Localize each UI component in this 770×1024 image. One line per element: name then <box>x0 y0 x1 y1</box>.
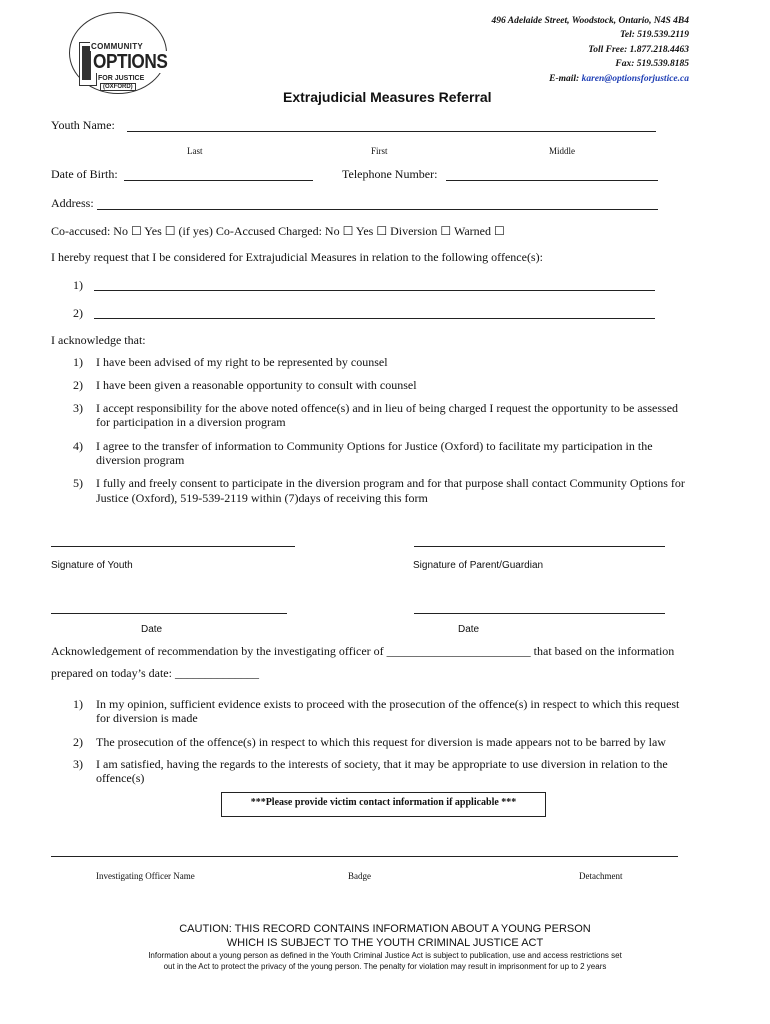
officer-item-number: 2) <box>73 735 83 749</box>
contact-toll-free: Toll Free: 1.877.218.4463 <box>588 44 689 55</box>
ack-item-text: I agree to the transfer of information to Community Options for Justice (Oxford) to facilitate my participation in the <box>96 439 653 453</box>
contact-address: 496 Adelaide Street, Woodstock, Ontario, N4S 4B4 <box>491 16 689 26</box>
youth-name-label: Youth Name: <box>51 118 115 132</box>
dob-field[interactable] <box>124 180 313 181</box>
youth-name-field[interactable] <box>127 131 656 132</box>
badge-caption: Badge <box>348 871 371 881</box>
ack-number: 5) <box>73 476 83 490</box>
youth-date-field[interactable] <box>51 613 287 614</box>
contact-tel: Tel: 519.539.2119 <box>619 30 689 41</box>
address-label: Address: <box>51 196 94 210</box>
coaccused-row[interactable]: Co-accused: No ☐ Yes ☐ (if yes) Co-Accused Charged: No ☐ Yes ☐ Diversion ☐ Warned ☐ <box>51 224 505 238</box>
contact-email-row <box>492 72 690 86</box>
contact-block <box>492 14 690 86</box>
youth-date-caption: Date <box>141 624 163 635</box>
first-name-caption: First <box>371 146 388 156</box>
caution-detail: Information about a young person as defined in the Youth Criminal Justice Act is subject to publication, use and access restrictions set <box>148 951 622 960</box>
logo-text-oxford: (OXFORD) <box>100 83 136 91</box>
ack-item-text: I have been advised of my right to be represented by counsel <box>96 355 388 369</box>
caution-detail: out in the Act to protect the privacy of the young person. The penalty for violation may result in imprisonment for up to 2 years <box>163 962 607 971</box>
request-statement: I hereby request that I be considered for Extrajudicial Measures in relation to the following offence(s): <box>51 250 543 264</box>
organization-logo <box>66 12 172 92</box>
detachment-caption: Detachment <box>579 871 623 881</box>
caution-heading: CAUTION: THIS RECORD CONTAINS INFORMATION ABOUT A YOUNG PERSON <box>179 923 591 935</box>
youth-signature-field[interactable] <box>51 546 295 547</box>
dob-label: Date of Birth: <box>51 167 118 181</box>
officer-item-text: The prosecution of the offence(s) in respect to which this request for diversion is made appears not to be barred by law <box>96 735 666 749</box>
offence-number-1: 1) <box>73 278 83 292</box>
ack-item-text: Justice (Oxford), 519-539-2119 within (7)days of receiving this form <box>96 491 428 505</box>
logo-text-for-justice: FOR JUSTICE <box>98 75 145 82</box>
officer-item-number: 1) <box>73 697 83 711</box>
officer-ack-line: Acknowledgement of recommendation by the investigating officer of ________________________ that based on the information <box>51 644 675 658</box>
ack-item-text: I fully and freely consent to participate in the diversion program and for that purpose shall contact Community Options for <box>96 476 685 490</box>
parent-date-field[interactable] <box>414 613 665 614</box>
officer-item-text: In my opinion, sufficient evidence exists to proceed with the prosecution of the offence(s) in respect to which this request <box>96 697 680 711</box>
officer-item-text: I am satisfied, having the regards to the interests of society, that it may be appropriate to use diversion in relation to the <box>96 757 668 771</box>
telephone-field[interactable] <box>446 180 658 181</box>
logo-text-community: COMMUNITY <box>91 42 144 51</box>
ack-number: 3) <box>73 401 83 415</box>
logo-text-options: OPTIONS <box>93 51 168 73</box>
parent-signature-field[interactable] <box>414 546 665 547</box>
middle-name-caption: Middle <box>549 146 575 156</box>
offence-field-2[interactable] <box>94 318 655 319</box>
caution-subheading: WHICH IS SUBJECT TO THE YOUTH CRIMINAL JUSTICE ACT <box>226 937 544 949</box>
officer-item-number: 3) <box>73 757 83 771</box>
email-label: E-mail: <box>549 73 580 84</box>
ack-number: 2) <box>73 378 83 392</box>
telephone-label: Telephone Number: <box>342 167 438 181</box>
address-field[interactable] <box>97 209 658 210</box>
ack-item-text: for participation in a diversion program <box>96 415 286 429</box>
prepared-date-line: prepared on today’s date: ______________ <box>51 666 259 680</box>
ack-item-text: I have been given a reasonable opportunity to consult with counsel <box>96 378 417 392</box>
contact-fax: Fax: 519.539.8185 <box>615 59 689 70</box>
officer-item-text: for diversion is made <box>96 711 198 725</box>
offence-number-2: 2) <box>73 306 83 320</box>
parent-date-caption: Date <box>458 624 480 635</box>
ack-number: 4) <box>73 439 83 453</box>
last-name-caption: Last <box>187 146 203 156</box>
acknowledge-heading: I acknowledge that: <box>51 333 146 347</box>
parent-signature-caption: Signature of Parent/Guardian <box>413 560 544 571</box>
officer-details-field[interactable] <box>51 856 678 857</box>
offence-field-1[interactable] <box>94 290 655 291</box>
ack-item-text: diversion program <box>96 453 185 467</box>
victim-contact-notice: ***Please provide victim contact information if applicable *** <box>221 792 546 817</box>
ack-item-text: I accept responsibility for the above noted offence(s) and in lieu of being charged I request the opportunity to be assessed <box>96 401 679 415</box>
ack-number: 1) <box>73 355 83 369</box>
officer-name-caption: Investigating Officer Name <box>96 871 195 881</box>
email-link[interactable]: karen@optionsforjustice.ca <box>581 73 689 84</box>
youth-signature-caption: Signature of Youth <box>51 560 133 571</box>
officer-item-text: offence(s) <box>96 771 145 785</box>
page-title: Extrajudicial Measures Referral <box>283 89 492 105</box>
